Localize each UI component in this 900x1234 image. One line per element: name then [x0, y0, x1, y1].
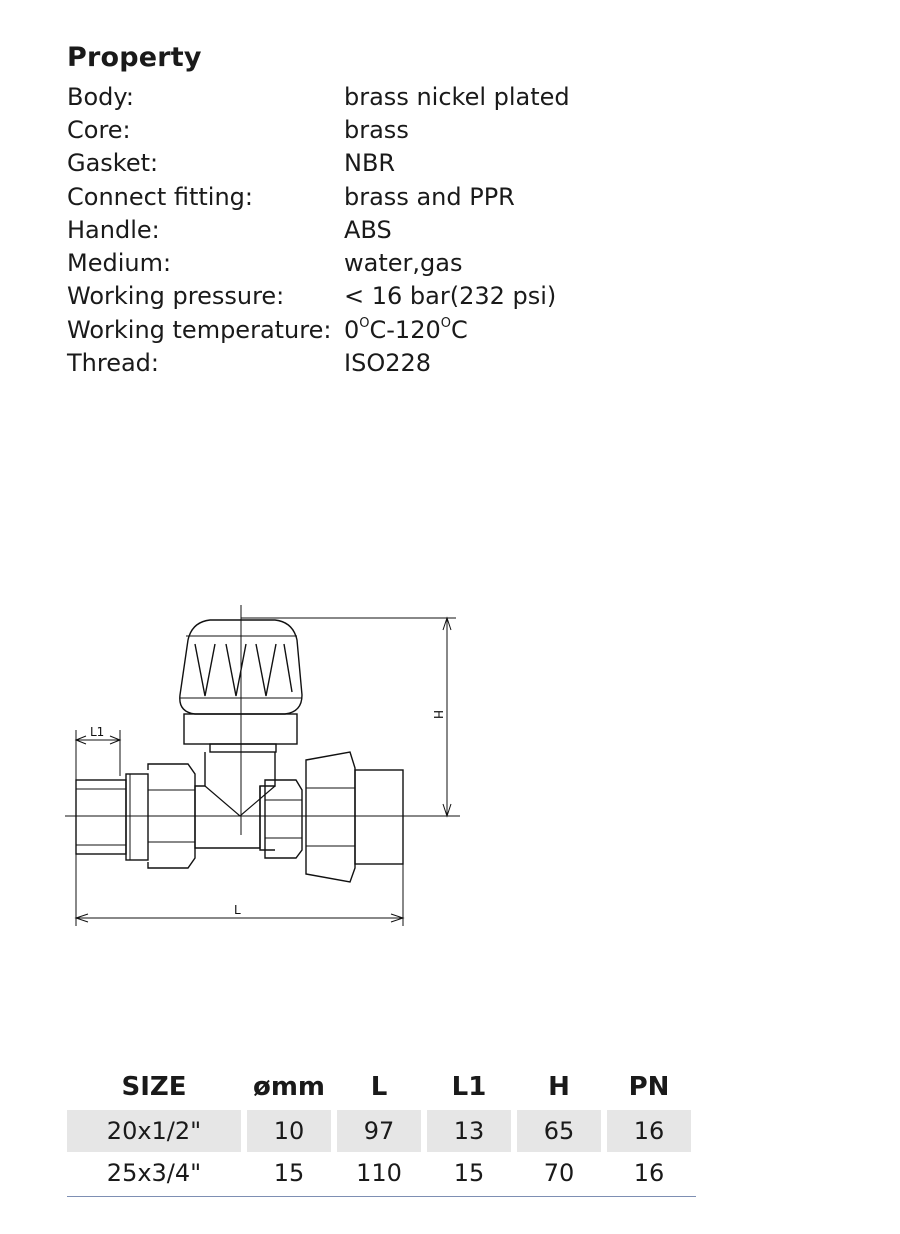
cell-l: 110	[356, 1159, 402, 1187]
property-key: Body:	[67, 82, 134, 111]
col-header-size: SIZE	[121, 1072, 187, 1102]
property-key: Core:	[67, 115, 131, 144]
col-header-diameter: ømm	[252, 1072, 326, 1102]
col-header-h: H	[548, 1072, 570, 1102]
cell-size: 20x1/2"	[67, 1110, 241, 1152]
table-row	[67, 1152, 691, 1194]
property-row-working-pressure	[67, 280, 570, 313]
dimension-h-label: H	[431, 710, 445, 720]
property-key: Working temperature:	[67, 315, 332, 344]
property-key: Medium:	[67, 249, 172, 278]
property-row-core	[67, 113, 570, 146]
property-key: Connect fitting:	[67, 182, 253, 211]
valve-body	[195, 744, 276, 848]
property-value: brass and PPR	[344, 182, 515, 211]
cell-l: 97	[337, 1110, 421, 1152]
temp-min: 0	[344, 315, 360, 344]
property-value: ABS	[344, 215, 392, 244]
valve-diagram-svg	[60, 600, 480, 940]
cell-diameter: 10	[247, 1110, 331, 1152]
property-key: Handle:	[67, 215, 160, 244]
property-row-connect-fitting	[67, 180, 570, 213]
cell-pn: 16	[607, 1110, 691, 1152]
property-value: water,gas	[344, 249, 463, 278]
property-title: Property	[67, 42, 202, 73]
property-value: brass	[344, 115, 409, 144]
property-value: < 16 bar(232 psi)	[344, 282, 557, 311]
property-section	[67, 40, 570, 380]
table-row	[67, 1110, 691, 1152]
property-key: Thread:	[67, 349, 160, 378]
temp-unit: C	[450, 315, 468, 344]
cell-l1: 13	[427, 1110, 511, 1152]
col-header-pn: PN	[628, 1072, 670, 1102]
right-union-nut	[260, 752, 403, 882]
property-row-body	[67, 80, 570, 113]
degree-mark: O	[359, 315, 370, 331]
property-value: brass nickel plated	[344, 82, 570, 111]
property-row-medium	[67, 246, 570, 279]
property-row-gasket	[67, 147, 570, 180]
spec-table	[61, 1064, 697, 1194]
property-row-thread	[67, 346, 570, 379]
cell-l1: 15	[453, 1159, 485, 1187]
col-header-l: L	[370, 1072, 388, 1102]
dimension-l-label: L	[234, 903, 241, 917]
property-value: NBR	[344, 149, 396, 178]
property-row-handle	[67, 213, 570, 246]
property-key: Working pressure:	[67, 282, 285, 311]
col-header-l1: L1	[451, 1072, 487, 1102]
dimension-l1-label: L1	[90, 725, 105, 739]
temp-max: C-120	[369, 315, 441, 344]
property-value	[344, 316, 468, 344]
cell-h: 70	[543, 1159, 575, 1187]
cell-h: 65	[517, 1110, 601, 1152]
dimension-l1	[76, 730, 120, 860]
degree-mark: O	[440, 315, 451, 331]
property-row-working-temperature	[67, 313, 570, 346]
table-bottom-rule	[67, 1196, 696, 1197]
valve-technical-drawing	[60, 600, 480, 944]
spec-header-row	[67, 1064, 691, 1110]
property-value: ISO228	[344, 349, 432, 378]
cell-pn: 16	[633, 1159, 665, 1187]
cell-diameter: 15	[273, 1159, 305, 1187]
property-key: Gasket:	[67, 149, 159, 178]
cell-size: 25x3/4"	[106, 1159, 202, 1187]
